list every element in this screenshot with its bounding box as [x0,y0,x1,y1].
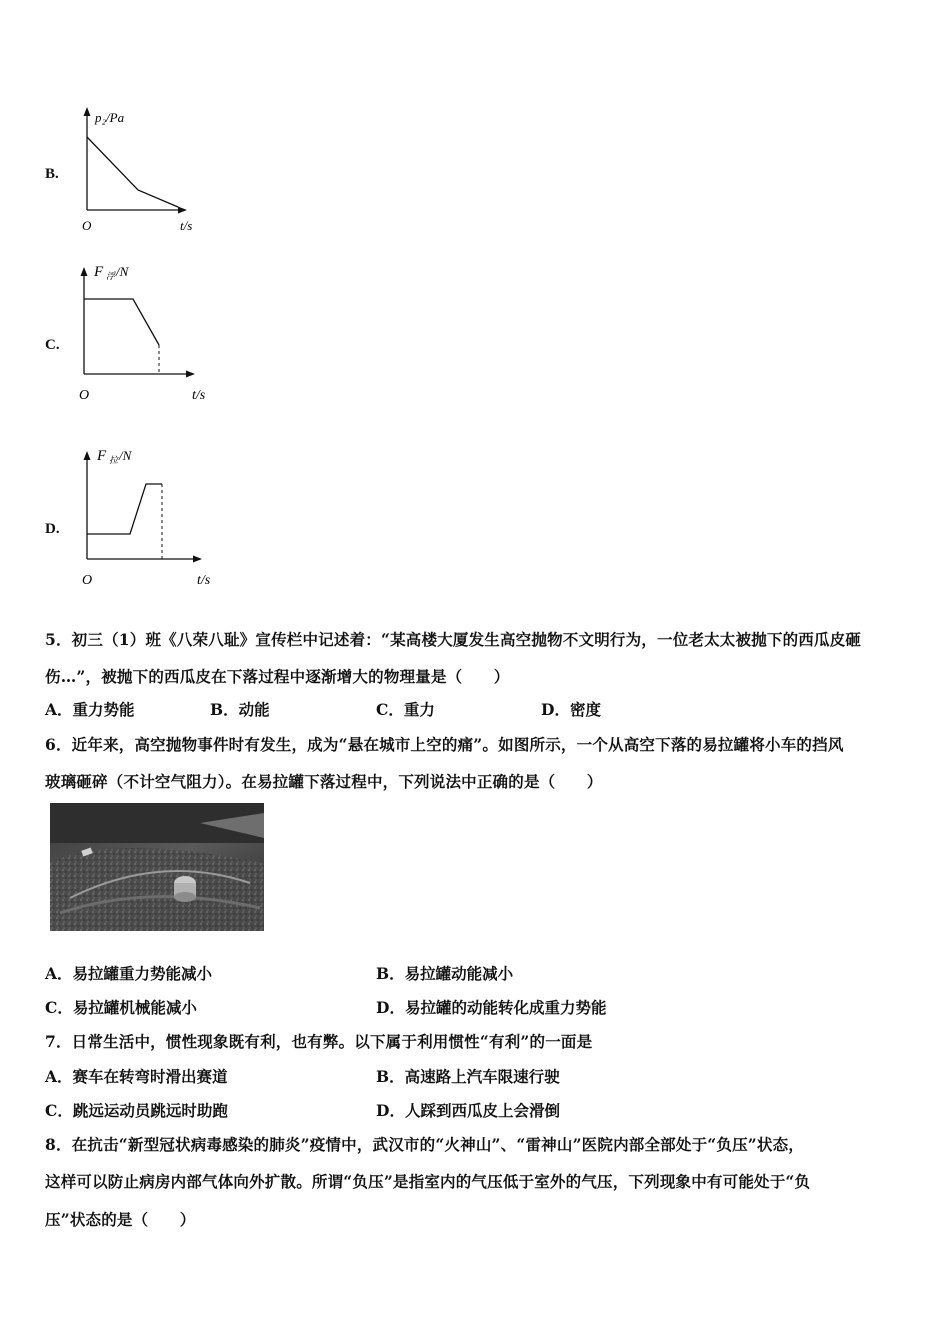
q7-line1: 7．日常生活中，惯性现象既有利，也有弊。以下属于利用惯性“有利”的一面是 [45,1032,593,1051]
q6-choice-c: C．易拉罐机械能减小 [45,998,197,1017]
x-axis-arrow [193,556,202,563]
q8-line2: 这样可以防止病房内部气体向外扩散。所谓“负压”是指室内的气压低于室外的气压，下列现象中有可能处于“负 [45,1172,811,1191]
y-axis-unit: /N [116,264,129,279]
graph-c [70,258,230,412]
y-axis-sub: 浮 [106,271,116,281]
origin-label: O [79,388,90,403]
x-axis-arrow [186,371,195,378]
y-axis-main: F [94,264,104,280]
q5-line1: 5．初三（1）班《八荣八耻》宣传栏中记述着：“某高楼大厦发生高空抛物不文明行为，一位老太太被抛下的西瓜皮砸 [45,630,862,649]
q5-choice-c: C．重力 [376,700,435,719]
q7-choice-b: B．高速路上汽车限速行驶 [376,1067,560,1086]
x-axis-label: t/s [192,388,206,403]
option-c-label: C. [45,337,60,353]
q5-line2: 伤…”，被抛下的西瓜皮在下落过程中逐渐增大的物理量是（ ） [45,667,510,686]
q5-choice-d: D．密度 [541,700,601,719]
curve [87,137,178,207]
graph-b [70,100,220,244]
option-d-label: D. [45,521,60,537]
x-axis-arrow [178,207,187,214]
q6-choice-b: B．易拉罐动能减小 [376,964,514,983]
q7-choice-a: A．赛车在转弯时滑出赛道 [45,1067,228,1086]
q6-line2: 玻璃砸碎（不计空气阻力）。在易拉罐下落过程中，下列说法中正确的是（ ） [45,772,603,791]
q6-line1: 6．近年来，高空抛物事件时有发生，成为“悬在城市上空的痛”。如图所示，一个从高空下落的易拉罐将小车的挡风 [45,735,844,754]
y-axis-unit: /N [119,448,132,463]
origin-label: O [82,218,92,233]
q6-choice-d: D．易拉罐的动能转化成重力势能 [376,998,607,1017]
curve [87,484,162,534]
y-axis-arrow [84,107,91,116]
x-axis-label: t/s [180,218,193,233]
y-axis-label: p₂/Pa [95,110,125,125]
q5-choice-a: A．重力势能 [45,700,135,719]
q5-choice-b: B．动能 [210,700,270,719]
option-b-label: B. [45,166,59,182]
origin-label: O [82,573,93,588]
x-axis-label: t/s [197,573,211,588]
y-axis-main: F [97,448,107,464]
q6-choice-a: A．易拉罐重力势能减小 [45,964,213,983]
q7-choice-c: C．跳远运动员跳远时助跑 [45,1101,228,1120]
graph-d [75,442,235,596]
q8-line3: 压”状态的是（ ） [45,1210,196,1229]
y-axis-arrow [84,451,91,460]
y-axis-sub: 拉 [109,455,119,465]
curve [84,299,159,345]
q8-line1: 8．在抗击“新型冠状病毒感染的肺炎”疫情中，武汉市的“火神山”、“雷神山”医院内部全部处于“负压”状态， [45,1135,805,1154]
smashed-windshield-photo [50,803,264,931]
y-axis-arrow [81,267,88,276]
q7-choice-d: D．人踩到西瓜皮上会滑倒 [376,1101,560,1120]
